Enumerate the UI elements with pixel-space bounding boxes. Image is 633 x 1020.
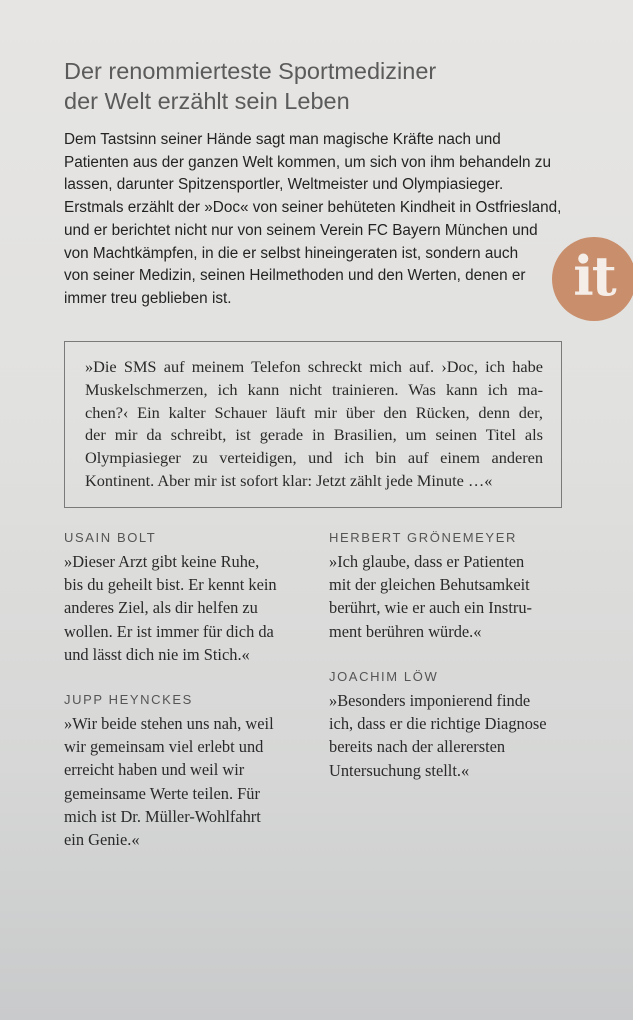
testimonial-text — [329, 550, 579, 643]
publisher-logo-text: it — [573, 244, 615, 308]
testimonial-text — [64, 712, 314, 851]
testimonial-line: anderes Ziel, als dir helfen zu — [64, 598, 258, 618]
testimonial-line: wollen. Er ist immer für dich da — [64, 621, 274, 641]
testimonial-herbert-groenemeyer — [329, 530, 579, 643]
testimonial-author: HERBERT GRÖNEMEYER — [329, 530, 517, 545]
intro-line: lassen, darunter Spitzensportler, Weltmeister und Olympiasieger. — [64, 176, 504, 194]
headline-line: Der renommierteste Sportmediziner — [64, 58, 437, 84]
quote-line: Kontinent. Aber mir ist sofort klar: Jetzt zählt jede Minute …« — [85, 470, 493, 490]
testimonial-usain-bolt — [64, 530, 314, 666]
quote-line: Olympiasieger zu verteidigen, und ich bin auf einem anderen — [85, 448, 543, 468]
testimonial-author: USAIN BOLT — [64, 530, 157, 545]
testimonial-author: JOACHIM LÖW — [329, 669, 439, 684]
quote-line: der mir da schreibt, ist gerade in Brasilien, um seinen Titel als — [85, 425, 543, 445]
intro-line: von seiner Medizin, seinen Heilmethoden und den Werten, denen er — [64, 267, 526, 285]
testimonial-line: »Dieser Arzt gibt keine Ruhe, — [64, 552, 260, 571]
publisher-logo — [552, 237, 633, 321]
testimonial-line: ment berühren würde.« — [329, 621, 482, 641]
testimonial-line: Untersuchung stellt.« — [329, 760, 470, 780]
excerpt-quote-box — [64, 341, 562, 508]
testimonial-line: berührt, wie er auch ein Instru- — [329, 598, 532, 618]
testimonial-joachim-loew — [329, 669, 579, 782]
testimonial-line: mich ist Dr. Müller-Wohlfahrt — [64, 806, 261, 826]
testimonial-line: und lässt dich nie im Stich.« — [64, 644, 250, 664]
excerpt-quote — [85, 356, 543, 493]
headline-line: der Welt erzählt sein Leben — [64, 88, 350, 114]
quote-line: chen?‹ Ein kalter Schauer läuft mir über den Rücken, denn der, — [85, 402, 543, 422]
intro-line: immer treu geblieben ist. — [64, 289, 232, 307]
testimonial-author: JUPP HEYNCKES — [64, 692, 193, 707]
testimonial-jupp-heynckes — [64, 692, 314, 851]
testimonial-line: gemeinsame Werte teilen. Für — [64, 783, 260, 803]
intro-line: von Machtkämpfen, in die er selbst hineingeraten ist, sondern auch — [64, 244, 519, 262]
quote-line: »Die SMS auf meinem Telefon schreckt mich auf. ›Doc, ich habe — [85, 357, 543, 376]
testimonial-text — [64, 550, 314, 666]
intro-line: Dem Tastsinn seiner Hände sagt man magische Kräfte nach und — [64, 131, 501, 148]
testimonial-line: mit der gleichen Behutsamkeit — [329, 575, 530, 595]
testimonial-line: bis du geheilt bist. Er kennt kein — [64, 575, 277, 595]
testimonial-line: »Wir beide stehen uns nah, weil — [64, 714, 274, 733]
testimonial-line: »Ich glaube, dass er Patienten — [329, 552, 525, 571]
testimonial-text — [329, 689, 579, 782]
testimonial-line: ein Genie.« — [64, 830, 140, 850]
headline — [64, 56, 564, 116]
testimonial-line: erreicht haben und weil wir — [64, 760, 245, 780]
testimonial-line: wir gemeinsam viel erlebt und — [64, 737, 264, 757]
testimonial-line: ich, dass er die richtige Diagnose — [329, 714, 547, 734]
testimonial-line: bereits nach der allerersten — [329, 737, 506, 757]
quote-line: Muskelschmerzen, ich kann nicht trainieren. Was kann ich ma- — [85, 379, 543, 399]
intro-line: und er berichtet nicht nur von seinem Verein FC Bayern München und — [64, 221, 538, 239]
testimonial-line: »Besonders imponierend finde — [329, 691, 531, 710]
intro-line: Erstmals erzählt der »Doc« von seiner behüteten Kindheit in Ostfriesland, — [64, 199, 562, 217]
intro-line: Patienten aus der ganzen Welt kommen, um sich von ihm behandeln zu — [64, 153, 551, 171]
intro-paragraph — [64, 129, 584, 311]
